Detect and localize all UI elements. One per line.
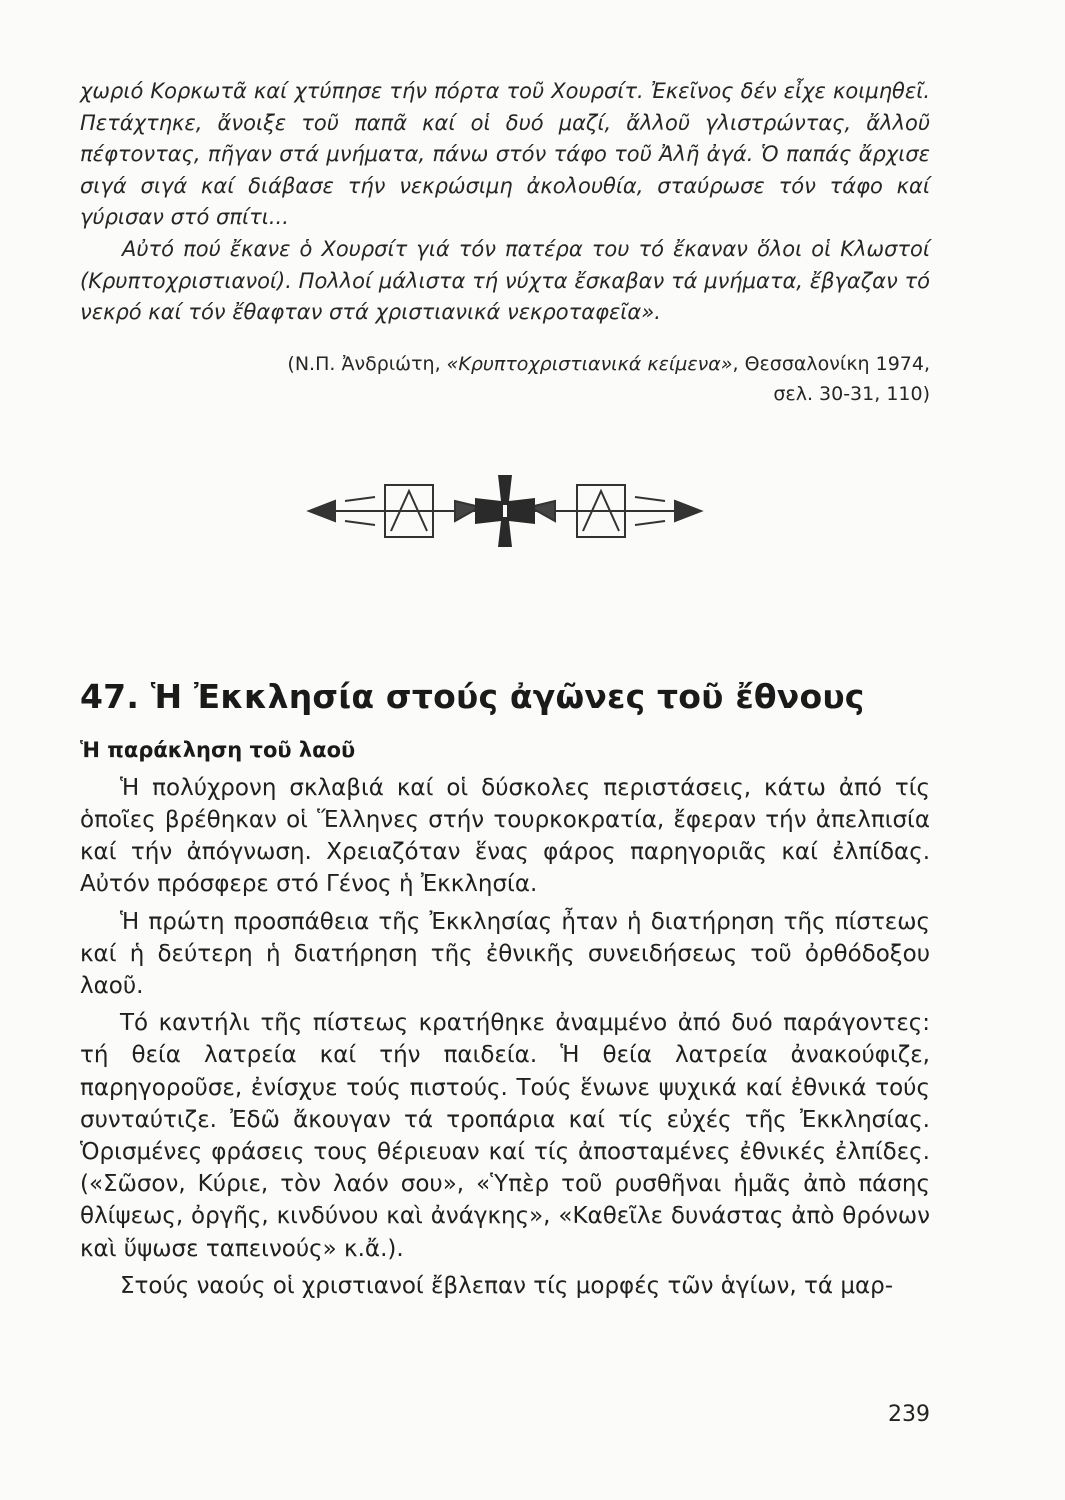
- section-subtitle: Ἡ παράκληση τοῦ λαοῦ: [80, 737, 356, 762]
- page-number: 239: [888, 1402, 930, 1427]
- citation-pages: σελ. 30-31, 110): [773, 382, 930, 405]
- citation: [80, 349, 930, 409]
- body-paragraph-2: Ἡ πρώτη προσπάθεια τῆς Ἐκκλησίας ἦταν ἡ διατήρηση τῆς πίστεως καί ἡ δεύτερη ἡ διατήρηση τῆς ἐθνικῆς συνειδήσεως τοῦ ὀρθόδοξου λαοῦ.: [80, 908, 930, 999]
- body-text: [80, 772, 930, 1302]
- citation-title: «Κρυπτοχριστιανικά κείμενα»: [446, 352, 733, 375]
- quoted-excerpt: [80, 76, 930, 329]
- citation-place: , Θεσσαλονίκη 1974,: [732, 352, 930, 375]
- quote-paragraph-1: χωριό Κορκωτᾶ καί χτύπησε τήν πόρτα τοῦ Χουρσίτ. Ἐκεῖνος δέν εἶχε κοιμηθεῖ. Πετάχτηκε, ἄνοιξε τοῦ παπᾶ καί οἱ δυό μαζί, ἄλλοῦ γλιστρώντας, ἄλλοῦ πέφτοντας, πῆγαν στά μνήματα, πάνω στόν τάφο τοῦ Ἀλῆ ἀγά. Ὁ παπάς ἄρχισε σιγά σιγά καί διάβασε τήν νεκρώσιμη ἀκολουθία, σταύρωσε τόν τάφο καί γύρισαν στό σπίτι...: [80, 79, 930, 230]
- body-paragraph-4: Στούς ναούς οἱ χριστιανοί ἔβλεπαν τίς μορφές τῶν ἁγίων, τά μαρ-: [120, 1272, 894, 1299]
- body-paragraph-3: Τό καντήλι τῆς πίστεως κρατήθηκε ἀναμμένο ἀπό δυό παράγοντες: τή θεία λατρεία καί τήν παιδεία. Ἡ θεία λατρεία ἀνακούφιζε, παρηγοροῦσε, ἐνίσχυε τούς πιστούς. Τούς ἕνωνε ψυχικά καί ἐθνικά τούς συνταύτιζε. Ἐδῶ ἄκουγαν τά τροπάρια καί τίς εὐχές τῆς Ἐκκλησίας. Ὁρισμένες φράσεις τους θέριευαν καί τίς ἀποσταμένες ἐθνικές ἐλπίδες. («Σῶσον, Κύριε, τὸν λαόν σου», «Ὑπὲρ τοῦ ρυσθῆναι ἡμᾶς ἀπὸ πάσης θλίψεως, ὀργῆς, κινδύνου καὶ ἀνάγκης», «Καθεῖλε δυνάστας ἀπὸ θρόνων καὶ ὕψωσε ταπεινούς» κ.ἄ.).: [80, 1010, 930, 1262]
- decorative-ornament-icon: [305, 471, 705, 551]
- page-content: [80, 76, 930, 1307]
- chapter-title: 47. Ἡ Ἐκκλησία στούς ἀγῶνες τοῦ ἔθνους: [80, 676, 865, 716]
- quote-paragraph-2: Αὐτό πού ἔκανε ὁ Χουρσίτ γιά τόν πατέρα του τό ἔκαναν ὅλοι οἱ Κλωστοί (Κρυπτοχριστιανοί). Πολλοί μάλιστα τή νύχτα ἔσκαβαν τά μνήματα, ἔβγαζαν τό νεκρό καί τόν ἔθαφταν στά χριστιανικά νεκροταφεῖα».: [80, 236, 930, 325]
- body-paragraph-1: Ἡ πολύχρονη σκλαβιά καί οἱ δύσκολες περιστάσεις, κάτω ἀπό τίς ὁποῖες βρέθηκαν οἱ Ἕλληνες στήν τουρκοκρατία, ἔφεραν τήν ἀπελπισία καί τήν ἀπόγνωση. Χρειαζόταν ἕνας φάρος παρηγοριᾶς καί ἐλπίδας. Αὐτόν πρόσφερε στό Γένος ἡ Ἐκκλησία.: [80, 774, 930, 898]
- citation-author: (Ν.Π. Ἀνδριώτη,: [287, 352, 447, 375]
